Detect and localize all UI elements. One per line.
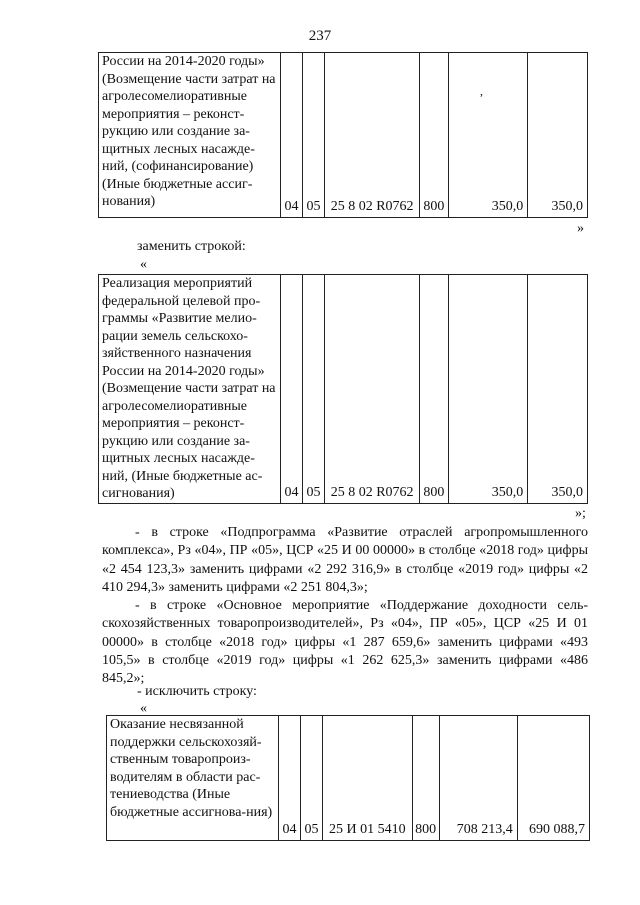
- closing-quote: »;: [575, 506, 586, 521]
- pr-cell: 05: [302, 275, 324, 504]
- row-description: России на 2014-2020 годы» (Возмещение части затрат на агролесомелиоративные мероприятия – реконст-рукцию или создание за-щитных лесных насажде-ний, (софинансирование) (Иные бюджетные ассиг-нования): [99, 53, 281, 218]
- rz-cell: 04: [279, 716, 301, 841]
- rz-cell: 04: [281, 53, 303, 218]
- vr-cell: 800: [412, 716, 439, 841]
- table-row: [99, 275, 588, 504]
- amendment-paragraph-2: - в строке «Основное мероприятие «Поддержание доходности сель-скохозяйственных товаропроизводителей», Рз «04», ПР «05», ЦСР «25 И 01 00000» в столбце «2018 год» цифры «1 287 659,6» заменить цифрами «493 105,5» в столбце «2019 год» цифры «1 262 625,3» заменить цифрами «486 845,2»;: [102, 598, 588, 687]
- amount-2019-cell: 350,0: [528, 53, 588, 218]
- row-description: Реализация мероприятий федеральной целевой про-граммы «Развитие мелио-рации земель сельскохо-зяйственного назначения России на 2014-2020 годы» (Возмещение части затрат на агролесомелиоративные мероприятия – реконст-рукцию или создание за-щитных лесных насажде-ний, (Иные бюджетные ас-сигнования): [99, 275, 281, 504]
- budget-table-1: [98, 52, 588, 218]
- amount-2018-cell: 350,0: [448, 53, 528, 218]
- csr-cell: 25 И 01 5410: [322, 716, 412, 841]
- replace-instruction: заменить строкой:: [137, 239, 246, 254]
- scan-mark: ,: [480, 84, 483, 98]
- vr-cell: 800: [420, 53, 449, 218]
- table-row: [107, 716, 590, 841]
- table-row: [99, 53, 588, 218]
- amendment-text: [102, 524, 588, 689]
- row-description: Оказание несвязанной поддержки сельскохозяй-ственным товаропроиз-водителям в области рас-тениеводства (Иные бюджетные ассигнова-ния): [107, 716, 279, 841]
- opening-quote: «: [140, 701, 147, 716]
- amount-2019-cell: 350,0: [528, 275, 588, 504]
- pr-cell: 05: [302, 53, 324, 218]
- amendment-paragraph-1: - в строке «Подпрограмма «Развитие отраслей агропромышленного комплекса», Рз «04», ПР «05», ЦСР «25 И 00 00000» в столбце «2018 год» цифры «2 454 123,3» заменить цифрами «2 292 316,9» в столбце «2019 год» цифры «2 410 294,3» заменить цифрами «2 251 804,3»;: [102, 525, 588, 595]
- csr-cell: 25 8 02 R0762: [325, 275, 420, 504]
- vr-cell: 800: [420, 275, 449, 504]
- budget-table-2: [98, 274, 588, 504]
- amount-2018-cell: 708 213,4: [439, 716, 517, 841]
- exclude-instruction: - исключить строку:: [137, 684, 257, 699]
- page-number: 237: [308, 28, 332, 44]
- rz-cell: 04: [281, 275, 303, 504]
- pr-cell: 05: [301, 716, 323, 841]
- budget-table-3: [106, 715, 590, 841]
- amount-2019-cell: 690 088,7: [517, 716, 589, 841]
- amount-2018-cell: 350,0: [448, 275, 528, 504]
- opening-quote: «: [140, 257, 147, 272]
- csr-cell: 25 8 02 R0762: [325, 53, 420, 218]
- closing-quote: »: [577, 221, 584, 236]
